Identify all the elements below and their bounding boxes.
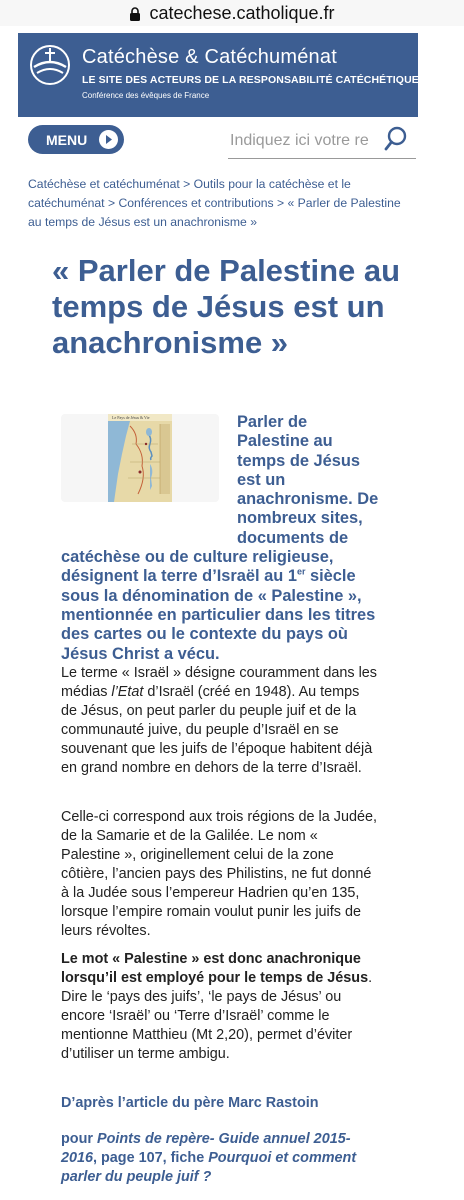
map-caption: Le Pays de Jésus & Vie (112, 415, 150, 420)
source-text-a: pour (61, 1131, 97, 1147)
p3-bold-text: Le mot « Palestine » est donc anachronique lorsqu’il est employé pour le temps de Jésus (61, 951, 369, 986)
breadcrumb (28, 175, 412, 232)
breadcrumb-link-conferences[interactable]: Conférences et contributions (118, 196, 274, 210)
search-icon[interactable] (384, 126, 408, 152)
lead-text-b: siècle sous la dénomination de « Palestine », mentionnée en particulier dans les titres des cartes ou le contexte du pays où Jésus Christ a vécu. (61, 567, 376, 663)
article-source (61, 1130, 381, 1187)
article-paragraph-1 (61, 664, 379, 778)
p1-text-a: Le terme « Israël » désigne couramment dans les médias (61, 665, 377, 700)
chevron-right-icon (99, 130, 118, 149)
breadcrumb-separator: > (179, 177, 194, 191)
breadcrumb-separator: > (273, 196, 288, 210)
breadcrumb-link-catechese[interactable]: Catéchèse et catéchuménat (28, 177, 180, 191)
site-title: Catéchèse & Catéchuménat (82, 46, 337, 68)
source-fiche-title: Pourquoi et comment parler du peuple juif ? (61, 1150, 357, 1185)
article-author: D’après l’article du père Marc Rastoin (61, 1095, 319, 1111)
menu-label: MENU (46, 131, 88, 148)
breadcrumb-link-outils[interactable]: Outils pour la catéchèse et le catéchuménat (28, 177, 351, 210)
p1-emphasis: l’Etat (111, 684, 144, 700)
p1-text-b: d’Israël (créé en 1948). Au temps de Jésus, on peut parler du peuple juif et de la communauté juive, du peuple d’Israël en se souvenant que les juifs de l’époque habitent déjà en grand nombre en dehors de la terre d’Israël. (61, 684, 373, 776)
article-thumbnail[interactable] (61, 414, 219, 502)
site-subtitle: LE SITE DES ACTEURS DE LA RESPONSABILITÉ CATÉCHÉTIQUE (82, 74, 419, 86)
article-paragraph-2: Celle-ci correspond aux trois régions de la Judée, de la Samarie et de la Galilée. Le nom « Palestine », originellement celui de la zone côtière, l’ancien pays des Philistins, ne fut donné à la Judée sous l’empereur Hadrien qu’en 135, lorsque l’empire romain voulut punir les juifs de leurs révoltes. (61, 809, 377, 939)
search-input[interactable] (230, 128, 382, 154)
map-image (108, 414, 172, 502)
source-guide-title: Points de repère- Guide annuel 2015-2016 (61, 1131, 351, 1166)
breadcrumb-separator: > (104, 196, 119, 210)
lock-icon (129, 7, 141, 21)
site-header-banner[interactable] (18, 33, 418, 117)
menu-button[interactable] (28, 125, 124, 154)
cef-logo-icon (28, 43, 72, 87)
search-underline (228, 158, 416, 159)
breadcrumb-current: « Parler de Palestine au temps de Jésus est un anachronisme » (28, 196, 401, 229)
url-bar[interactable] (0, 0, 464, 26)
lead-text-a: Parler de Palestine au temps de Jésus est un anachronisme. De nombreux sites, documents de catéchèse ou de culture religieuse, désignent la terre d’Israël au 1 (61, 413, 379, 586)
url-text: catechese.catholique.fr (149, 2, 335, 23)
article-paragraph-3 (61, 950, 379, 1064)
lead-sup: er (296, 566, 306, 577)
p3-text-rest: . Dire le ‘pays des juifs’, ‘le pays de Jésus’ ou encore ‘Israël’ ou ‘Terre d’Israël’ comme le mentionne Matthieu (Mt 2,20), permet d’éviter d’utiliser un terme ambigu. (61, 970, 373, 1062)
page-title: « Parler de Palestine au temps de Jésus est un anachronisme » (52, 253, 401, 360)
site-organization: Conférence des évêques de France (82, 91, 210, 100)
source-text-b: , page 107, fiche (93, 1150, 209, 1166)
